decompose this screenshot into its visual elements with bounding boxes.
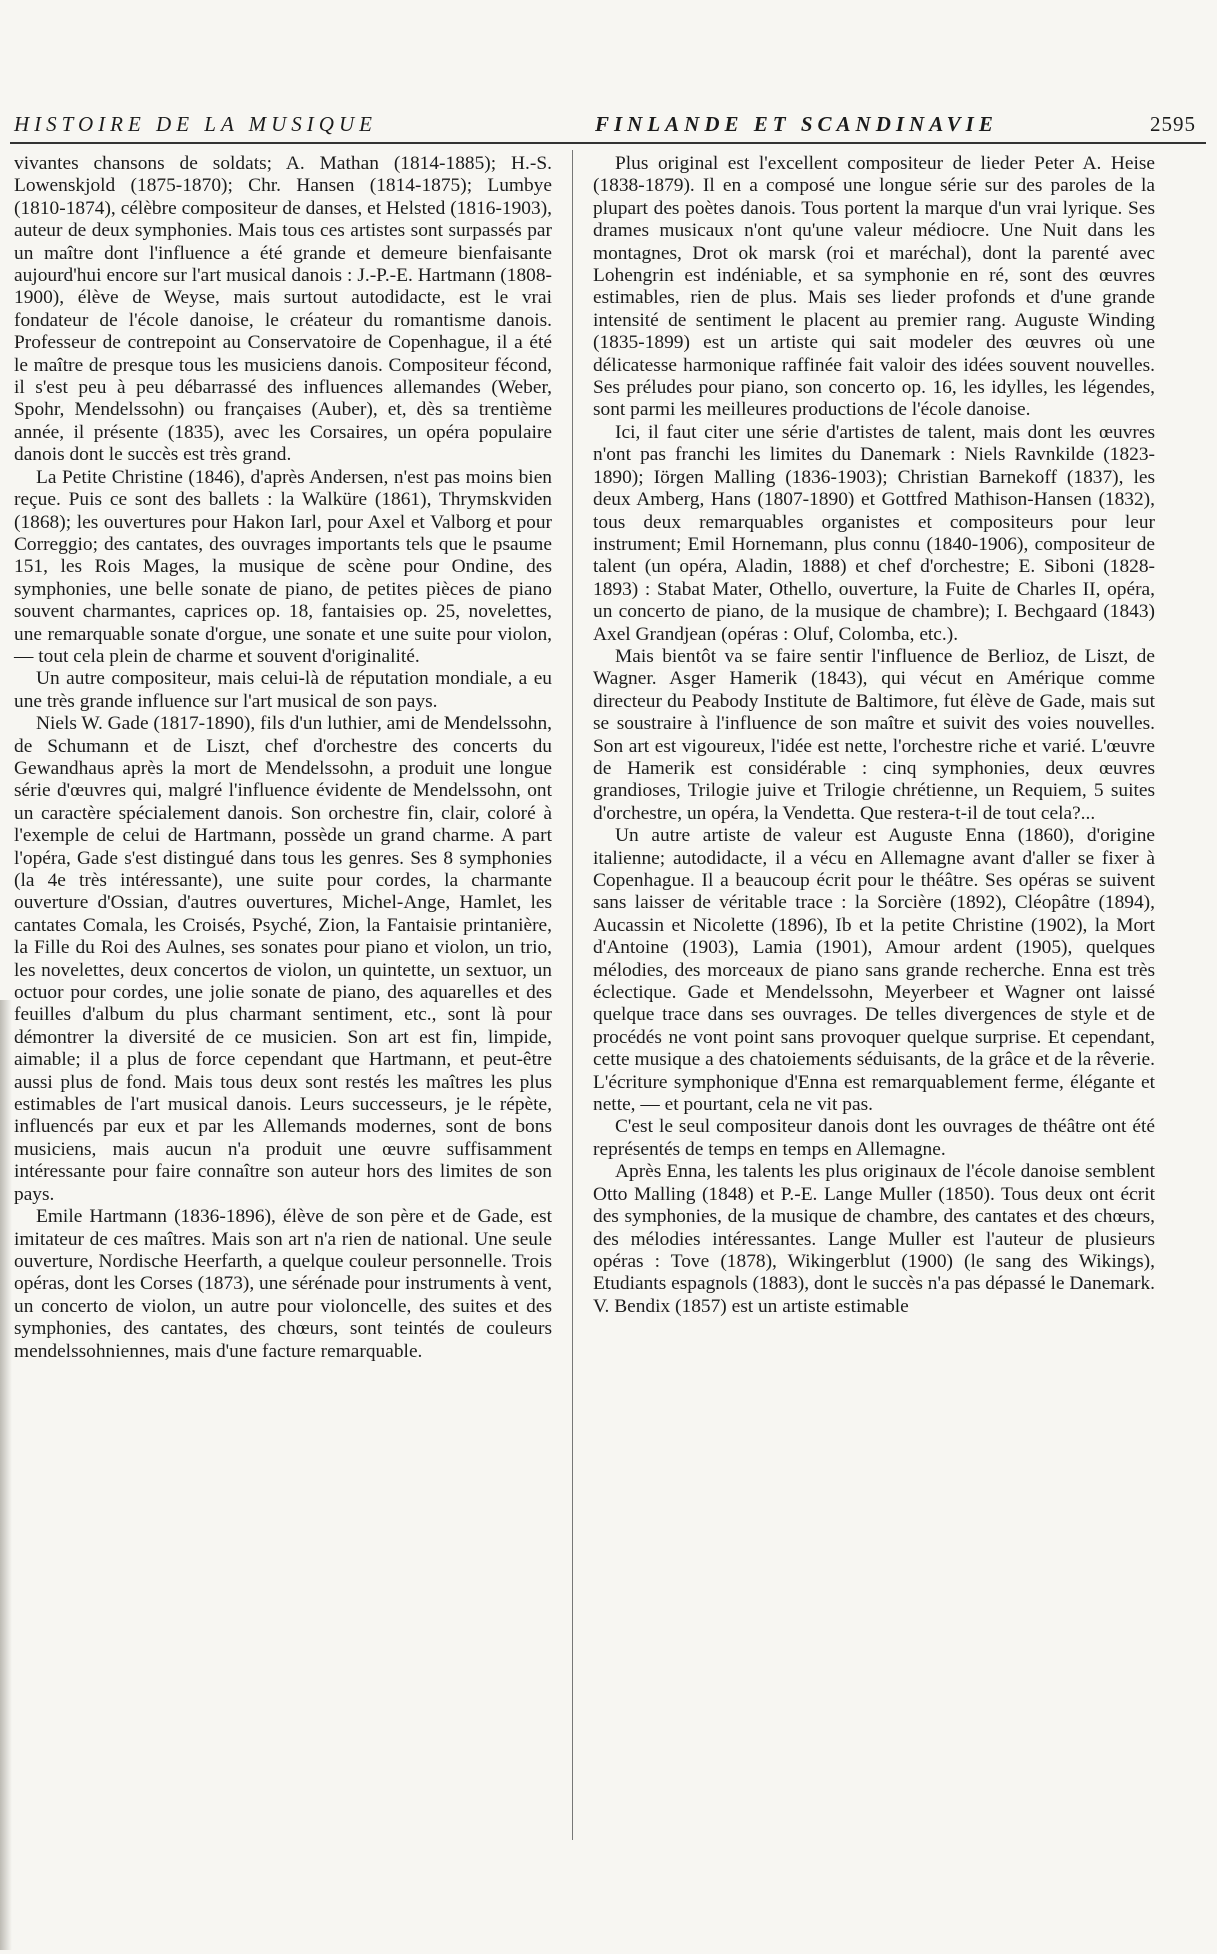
paragraph: La Petite Christine (1846), d'après Andersen, n'est pas moins bien reçue. Puis ce sont des ballets : la Walküre (1861), Thrymskviden (1868); les ouvertures pour Hakon Iarl, pour Axel et Valborg et pour Correggio; des cantates, des ouvrages importants tels que le psaume 151, les Rois Mages, la musique de scène pour Ondine, des symphonies, une belle sonate de piano, de petites pièces de piano souvent charmantes, caprices op. 18, fantaisies op. 25, novelettes, une remarquable sonate d'orgue, une sonate et une suite pour violon, — tout cela plein de charme et souvent d'originalité. (14, 466, 552, 667)
binding-shadow (0, 1000, 12, 1950)
left-column (14, 153, 552, 1363)
paragraph: Plus original est l'excellent compositeur de lieder Peter A. Heise (1838-1879). Il en a composé une longue série sur des paroles de la plupart des poètes danois. Tous portent la marque d'un vrai lyrique. Ses drames musicaux n'ont qu'une valeur médiocre. Une Nuit dans les montagnes, Drot ok marsk (roi et maréchal), dont la parenté avec Lohengrin est indéniable, et sa symphonie en ré, sont des œuvres estimables, rien de plus. Mais ses lieder profonds et d'une grande intensité de sentiment le placent au premier rang. Auguste Winding (1835-1899) est un artiste qui sait modeler des œuvres où une délicatesse harmonique raffinée fait valoir des idées souvent nouvelles. Ses préludes pour piano, son concerto op. 16, les idylles, les légendes, sont parmi les meilleures productions de l'école danoise. (593, 153, 1155, 421)
paragraph: Un autre artiste de valeur est Auguste Enna (1860), d'origine italienne; autodidacte, il a vécu en Allemagne avant d'aller se fixer à Copenhague. Il a beaucoup écrit pour le théâtre. Ses opéras se suivent sans laisser de véritable trace : la Sorcière (1892), Cléopâtre (1894), Aucassin et Nicolette (1896), Ib et la petite Christine (1902), la Mort d'Antoine (1903), Lamia (1901), Amour ardent (1905), quelques mélodies, des morceaux de piano sans grande recherche. Enna est très éclectique. Gade et Mendelssohn, Meyerbeer et Wagner ont laissé quelque trace dans ses ouvrages. De telles divergences de style et de procédés ne vont point sans provoquer quelque surprise. Et cependant, cette musique a des chatoiements séduisants, de la grâce et de la rêverie. L'écriture symphonique d'Enna est remarquablement ferme, élégante et nette, — et pourtant, cela ne vit pas. (593, 825, 1155, 1116)
page-number: 2595 (1150, 112, 1196, 136)
paragraph: vivantes chansons de soldats; A. Mathan (1814-1885); H.-S. Lowenskjold (1875-1870); Chr. Hansen (1814-1875); Lumbye (1810-1874), célèbre compositeur de danses, et Helsted (1816-1903), auteur de deux symphonies. Mais tous ces artistes sont surpassés par un maître dont l'influence a été grande et demeure bienfaisante aujourd'hui encore sur l'art musical danois : J.-P.-E. Hartmann (1808-1900), élève de Weyse, mais surtout autodidacte, est le vrai fondateur de l'école danoise, le créateur du romantisme danois. Professeur de contrepoint au Conservatoire de Copenhague, il a été le maître de presque tous les musiciens danois. Compositeur fécond, il s'est peu à peu débarrassé des influences allemandes (Weber, Spohr, Mendelssohn) ou françaises (Auber), et, dès sa trentième année, il présente (1835), avec les Corsaires, un opéra populaire danois dont le succès est très grand. (14, 153, 552, 466)
paragraph: C'est le seul compositeur danois dont les ouvrages de théâtre ont été représentés de temps en temps en Allemagne. (593, 1116, 1155, 1160)
paragraph: Mais bientôt va se faire sentir l'influence de Berlioz, de Liszt, de Wagner. Asger Hamerik (1843), qui vécut en Amérique comme directeur du Peabody Institute de Baltimore, fut élève de Gade, mais sut se soustraire à l'influence de son maître et suivit des voies nouvelles. Son art est vigoureux, l'idée est nette, l'orchestre riche et varié. L'œuvre de Hamerik est considérable : cinq symphonies, deux œuvres grandioses, Trilogie juive et Trilogie chrétienne, un Requiem, 5 suites d'orchestre, un opéra, la Vendetta. Que restera-t-il de tout cela?... (593, 645, 1155, 824)
paragraph: Après Enna, les talents les plus originaux de l'école danoise semblent Otto Malling (1848) et P.-E. Lange Muller (1850). Tous deux ont écrit des symphonies, de la musique de chambre, des cantates et des chœurs, des mélodies intéressantes. Lange Muller est l'auteur de plusieurs opéras : Tove (1878), Wikingerblut (1900) (le sang des Wikings), Etudiants espagnols (1883), dont le succès n'a pas dépassé le Danemark. V. Bendix (1857) est un artiste estimable (593, 1161, 1155, 1317)
column-divider (572, 150, 573, 1840)
paragraph: Ici, il faut citer une série d'artistes de talent, mais dont les œuvres n'ont pas franchi les limites du Danemark : Niels Ravnkilde (1823-1890); Iörgen Malling (1836-1903); Christian Barnekoff (1837), les deux Amberg, Hans (1807-1890) et Gottfred Mathison-Hansen (1832), tous deux remarquables organistes et compositeurs pour leur instrument; Emil Hornemann, plus connu (1840-1906), compositeur de talent (un opéra, Aladin, 1888) et chef d'orchestre; E. Siboni (1828-1893) : Stabat Mater, Othello, ouverture, la Fuite de Charles II, opéra, un concerto de piano, de la musique de chambre); I. Bechgaard (1843) Axel Grandjean (opéras : Oluf, Colomba, etc.). (593, 421, 1155, 645)
running-header-left: HISTOIRE DE LA MUSIQUE (14, 112, 377, 136)
header-rule (10, 142, 1206, 144)
paragraph: Niels W. Gade (1817-1890), fils d'un luthier, ami de Mendelssohn, de Schumann et de Liszt, chef d'orchestre des concerts du Gewandhaus après la mort de Mendelssohn, a produit une longue série d'œuvres qui, malgré l'influence évidente de Mendelssohn, ont un caractère spécialement danois. Son orchestre fin, clair, coloré à l'exemple de celui de Hartmann, possède un grand charme. A part l'opéra, Gade s'est distingué dans tous les genres. Ses 8 symphonies (la 4e très intéressante), une suite pour cordes, la charmante ouverture d'Ossian, d'autres ouvertures, Michel-Ange, Hamlet, les cantates Comala, les Croisés, Psyché, Zion, la Fantaisie printanière, la Fille du Roi des Aulnes, ses sonates pour piano et violon, un trio, les novelettes, deux concertos de violon, un quintette, un sextuor, un octuor pour cordes, une jolie sonate de piano, des aquarelles et des feuilles d'album du plus charmant sentiment, etc., sont là pour démontrer la diversité de ce musicien. Son art est fin, limpide, aimable; il a plus de force cependant que Hartmann, et peut-être aussi plus de fond. Mais tous deux sont restés les maîtres les plus estimables de l'art musical danois. Leurs successeurs, je le répète, influencés par eux et par les Allemands modernes, sont de bons musiciens, mais aucun n'a produit une œuvre suffisamment intéressante pour faire connaître son auteur hors des limites de son pays. (14, 713, 552, 1205)
running-header-right: FINLANDE ET SCANDINAVIE (595, 112, 998, 136)
paragraph: Un autre compositeur, mais celui-là de réputation mondiale, a eu une très grande influence sur l'art musical de son pays. (14, 668, 552, 712)
paragraph: Emile Hartmann (1836-1896), élève de son père et de Gade, est imitateur de ces maîtres. Mais son art n'a rien de national. Une seule ouverture, Nordische Heerfarth, a quelque couleur personnelle. Trois opéras, dont les Corses (1873), une sérénade pour instruments à vent, un concerto de violon, un autre pour violoncelle, des suites et des symphonies, des cantates, des chœurs, sont teintés de couleurs mendelssohniennes, mais d'une facture remarquable. (14, 1206, 552, 1362)
right-column (593, 153, 1155, 1318)
